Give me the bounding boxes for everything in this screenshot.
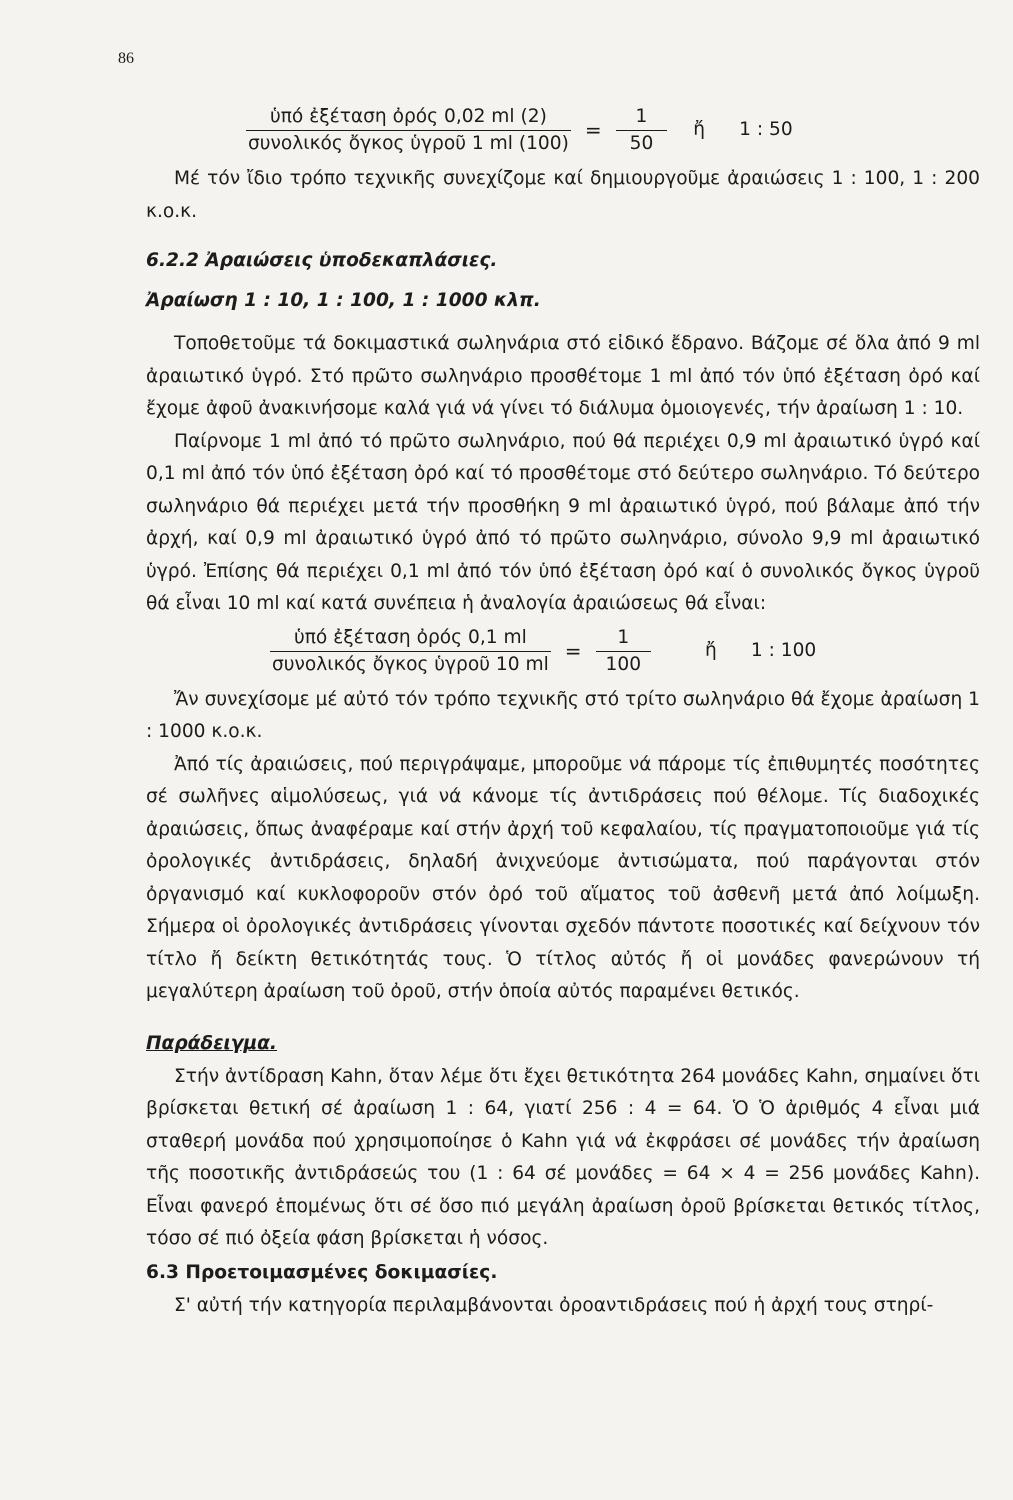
formula-numerator: ὑπό ἐξέταση ὀρός 0,1 ml [293,626,527,648]
formula-dilution-1-50 [246,104,980,157]
ratio-value: 1 : 100 [750,639,817,661]
result-denominator: 100 [596,651,652,678]
ratio-value: 1 : 50 [739,119,793,141]
formula-fraction [270,625,551,678]
section-heading-6-2-2: 6.2.2 Ἀραιώσεις ὑποδεκαπλάσιες. [146,250,498,271]
formula-fraction [246,104,571,157]
result-numerator: 1 [635,106,648,127]
paragraph-6: Σ' αὐτή τήν κατηγορία περιλαμβάνονται ὀροαντιδράσεις πού ἡ ἀρχή τους στηρί- [174,1294,934,1316]
equals-sign: = [564,638,582,663]
or-word: ἤ [693,119,706,141]
paragraph-1: Τοποθετοῦμε τά δοκιμαστικά σωληνάρια στό εἰδικό ἔδρανο. Βάζομε σέ ὅλα ἀπό 9 ml ἀραιωτικό ὑγρό. Στό πρῶτο σωληνάριο προσθέτομε 1 ml ἀπό τόν ὑπό ἐξέταση ὀρό καί ἔχομε ἀφοῦ ἀνακινήσομε καλά γιά νά γίνει τό διάλυμα ὁμοιογενές, τήν ἀραίωση 1 : 10. [146,333,980,419]
result-fraction [616,104,668,157]
paragraph-2: Παίρνομε 1 ml ἀπό τό πρῶτο σωληνάριο, πού θά περιέχει 0,9 ml ἀραιωτικό ὑγρό καί 0,1 ml ἀπό τόν ὑπό ἐξέταση ὀρό καί τό προσθέτομε στό δεύτερο σωληνάριο. Τό δεύτερο σωληνάριο θά περιέχει μετά τήν προσθήκη 9 ml ἀραιωτικό ὑγρό, πού βάλαμε ἀπό τήν ἀρχή, καί 0,9 ml ἀραιωτικό ὑγρό ἀπό τό πρῶτο σωληνάριο, σύνολο 9,9 ml ἀραιωτικό ὑγρό. Ἐπίσης θά περιέχει 0,1 ml ἀπό τόν ὑπό ἐξέταση ὀρό καί ὁ συνολικός ὄγκος ὑγροῦ θά εἶναι 10 ml καί κατά συνέπεια ἡ ἀναλογία ἀραιώσεως θά εἶναι: [146,430,980,614]
formula-dilution-1-100 [270,625,980,678]
page-number: 86 [118,50,134,67]
example-heading: Παράδειγμα. [146,1032,277,1054]
page-content [146,100,980,1322]
paragraph-example: Στήν ἀντίδραση Kahn, ὅταν λέμε ὅτι ἔχει θετικότητα 264 μονάδες Kahn, σημαίνει ὅτι βρίσκεται θετική σέ ἀραίωση 1 : 64, γιατί 256 : 4 = 64. Ὁ Ὁ ἀριθμός 4 εἶναι μιά σταθερή μονάδα πού χρησιμοποίησε ὁ Kahn γιά νά ἐκφράσει σέ μονάδες τήν ἀραίωση τῆς ποσοτικῆς ἀντιδράσεώς του (1 : 64 σέ μονάδες = 64 × 4 = 256 μονάδες Kahn). Εἶναι φανερό ἑπομένως ὅτι σέ ὅσο πιό μεγάλη ἀραίωση ὀροῦ βρίσκεται θετικός τίτλος, τόσο σέ πιό ὀξεία φάση βρίσκεται ἡ νόσος. [146,1065,980,1249]
formula-denominator: συνολικός ὄγκος ὑγροῦ 10 ml [270,651,551,678]
paragraph-intro: Μέ τόν ἴδιο τρόπο τεχνικῆς συνεχίζομε καί δημιουργοῦμε ἀραιώσεις 1 : 100, 1 : 200 κ.ο.κ. [146,168,980,222]
formula-denominator: συνολικός ὄγκος ὑγροῦ 1 ml (100) [246,130,571,157]
or-word: ἤ [705,639,717,661]
subheading-dilutions: Ἀραίωση 1 : 10, 1 : 100, 1 : 1000 κλπ. [146,290,541,311]
result-denominator: 50 [616,130,668,157]
result-numerator: 1 [617,626,630,648]
equals-sign: = [584,118,602,143]
paragraph-4: Ἀπό τίς ἀραιώσεις, πού περιγράψαμε, μποροῦμε νά πάρομε τίς ἐπιθυμητές ποσότητες σέ σωλῆνες αἱμολύσεως, γιά νά κάνομε τίς ἀντιδράσεις πού θέλομε. Τίς διαδοχικές ἀραιώσεις, ὅπως ἀναφέραμε καί στήν ἀρχή τοῦ κεφαλαίου, τίς πραγματοποιοῦμε γιά τίς ὀρολογικές ἀντιδράσεις, δηλαδή ἀνιχνεύομε ἀντισώματα, πού παράγονται στόν ὀργανισμό καί κυκλοφοροῦν στόν ὀρό τοῦ αἵματος τοῦ ἀσθενῆ μετά ἀπό λοίμωξη. Σήμερα οἱ ὀρολογικές ἀντιδράσεις γίνονται σχεδόν πάντοτε ποσοτικές καί δείχνουν τόν τίτλο ἤ δείκτη θετικότητάς τους. Ὁ τίτλος αὐτός ἤ οἱ μονάδες φανερώνουν τή μεγαλύτερη ἀραίωση τοῦ ὀροῦ, στήν ὁποία αὐτός παραμένει θετικός. [146,753,980,1002]
section-heading-6-3: 6.3 Προετοιμασμένες δοκιμασίες. [146,1261,498,1283]
paragraph-3: Ἄν συνεχίσομε μέ αὐτό τόν τρόπο τεχνικῆς στό τρίτο σωληνάριο θά ἔχομε ἀραίωση 1 : 1000 κ.ο.κ. [146,688,980,742]
formula-numerator: ὑπό ἐξέταση ὀρός 0,02 ml (2) [269,106,547,127]
result-fraction [596,625,652,678]
